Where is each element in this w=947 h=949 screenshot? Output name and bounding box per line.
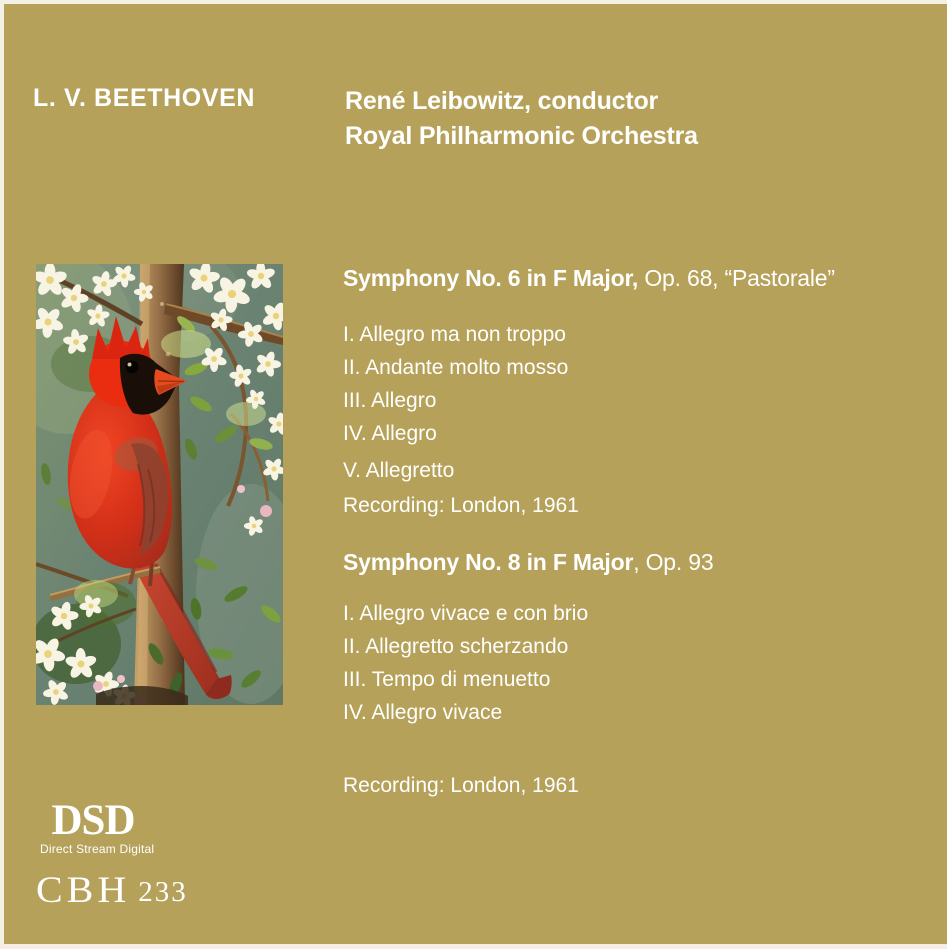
work-title-symphony-8 (343, 549, 713, 576)
movement-item: III. Tempo di menuetto (343, 668, 551, 691)
movement-item: I. Allegro ma non troppo (343, 323, 566, 346)
recording-note-symphony-6: Recording: London, 1961 (343, 494, 579, 517)
border-left (0, 0, 4, 949)
dsd-logo-subtitle: Direct Stream Digital (40, 842, 155, 856)
performers-block (345, 84, 698, 154)
dsd-logo (40, 797, 155, 856)
border-top (0, 0, 947, 4)
movement-item: IV. Allegro (343, 422, 437, 445)
work-title-bold: Symphony No. 6 in F Major, (343, 265, 639, 291)
movement-list-symphony-6 (343, 318, 568, 487)
movement-item: IV. Allegro vivace (343, 701, 503, 724)
catalog-digits: 233 (138, 876, 188, 908)
movement-item: II. Allegretto scherzando (343, 635, 569, 658)
movement-item: III. Allegro (343, 389, 437, 412)
work-title-rest: Op. 68, “Pastorale” (638, 265, 835, 291)
movement-item: II. Andante molto mosso (343, 356, 569, 379)
composer-name: L. V. BEETHOVEN (33, 84, 256, 112)
conductor-name: René Leibowitz, conductor (345, 87, 659, 115)
movement-list-symphony-8 (343, 597, 588, 729)
orchestra-name: Royal Philharmonic Orchestra (345, 122, 698, 150)
border-bottom (0, 944, 947, 949)
work-title-symphony-6 (343, 265, 835, 292)
dsd-logo-text: DSD (51, 797, 135, 844)
catalog-prefix: CBH (36, 868, 131, 911)
movement-item: I. Allegro vivace e con brio (343, 602, 589, 625)
cardinal-photo (36, 264, 283, 705)
cardinal-photo-art (36, 264, 283, 705)
movement-item: V. Allegretto (343, 459, 455, 482)
recording-note-symphony-8: Recording: London, 1961 (343, 774, 579, 797)
work-title-bold: Symphony No. 8 in F Major (343, 549, 634, 575)
catalog-number (36, 864, 188, 911)
work-title-rest: , Op. 93 (633, 549, 714, 575)
